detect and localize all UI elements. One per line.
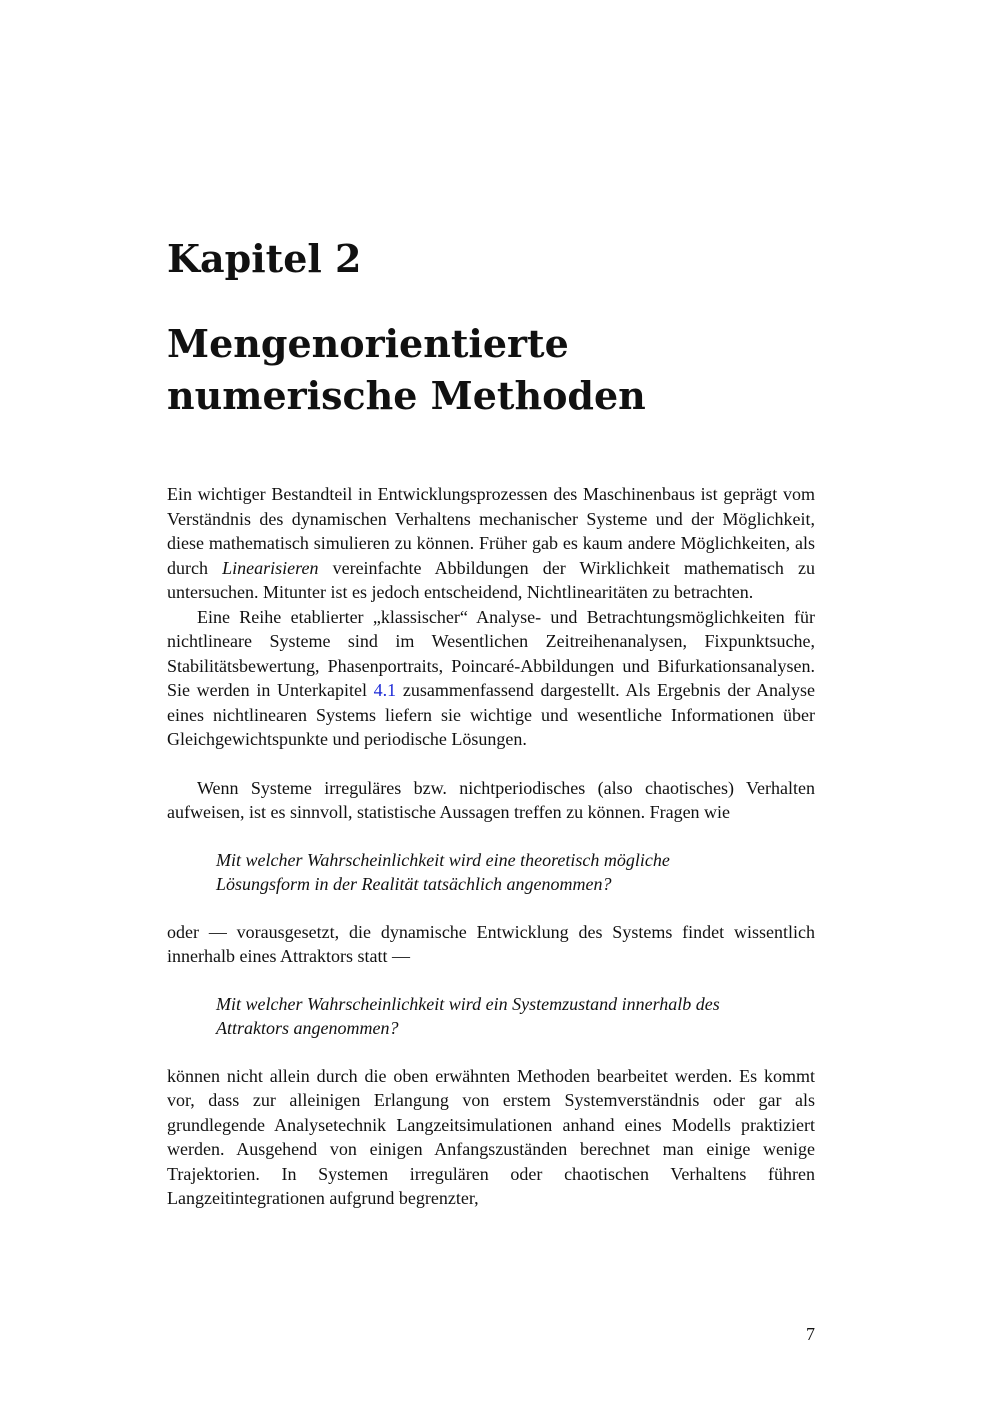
paragraph-1-part-a: Ein wichtiger Bestandteil in Entwicklungsprozessen des Maschinenbaus ist geprägt vom Verständnis des dynamischen Verhaltens mechanischer Systeme und der Möglichkeit, diese mathematisch simulieren zu können. Früher gab es kaum andere Möglichkeiten, als durch xyxy=(167,484,815,578)
paragraph-3: Wenn Systeme irreguläres bzw. nichtperiodisches (also chaotisches) Verhalten aufweisen, ist es sinnvoll, statistische Aussagen treffen zu können. Fragen wie xyxy=(167,777,815,822)
body-text xyxy=(167,482,815,1211)
paragraph-2-part-b: zusammenfassend dargestellt. Als Ergebnis der Analyse eines nichtlinearen Systems liefern sie wichtige und wesentliche Informationen über Gleichgewichtspunkte und periodische Lösungen. xyxy=(167,680,815,749)
chapter-title: Mengenorientierte numerische Methoden xyxy=(167,321,646,418)
page-number: 7 xyxy=(806,1324,815,1344)
chapter-label: Kapitel 2 xyxy=(167,236,362,281)
paragraph-5: können nicht allein durch die oben erwähnten Methoden bearbeitet werden. Es kommt vor, dass zur alleinigen Erlangung von erstem Systemverständnis oder gar als grundlegende Analysetechnik Langzeitsimulationen anhand eines Modells praktiziert werden. Ausgehend von einigen Anfangszuständen berechnet man einige wenige Trajektorien. In Systemen irregulären oder chaotischen Verhaltens führen Langzeitintegrationen aufgrund begrenzter, xyxy=(167,1065,815,1208)
document-page xyxy=(167,0,815,1415)
section-reference-link[interactable]: 4.1 xyxy=(373,680,397,700)
paragraph-1-part-b: vereinfachte Abbildungen der Wirklichkeit mathematisch zu untersuchen. Mitunter ist es jedoch entscheidend, Nichtlinearitäten zu betrachten. xyxy=(167,557,816,602)
paragraph-2 xyxy=(167,605,815,752)
paragraph-4: oder — vorausgesetzt, die dynamische Entwicklung des Systems findet wissentlich innerhalb eines Attraktors statt — xyxy=(167,921,815,966)
quote-1: Mit welcher Wahrscheinlichkeit wird eine theoretisch mögliche Lösungsform in der Realität tatsächlich angenommen? xyxy=(216,849,670,894)
paragraph-1 xyxy=(167,482,815,605)
emphasis-linearisieren: Linearisieren xyxy=(222,557,319,578)
paragraph-2-part-a: Eine Reihe etablierter „klassischer“ Analyse- und Betrachtungsmöglichkeiten für nichtlineare Systeme sind im Wesentlichen Zeitreihenanalysen, Fixpunktsuche, Stabilitätsbewertung, Phasenportraits, Poincaré-Abbildungen und Bifurkationsanalysen. Sie werden in Unterkapitel xyxy=(167,606,815,700)
quote-2: Mit welcher Wahrscheinlichkeit wird ein Systemzustand innerhalb des Attraktors angenommen? xyxy=(216,993,720,1038)
